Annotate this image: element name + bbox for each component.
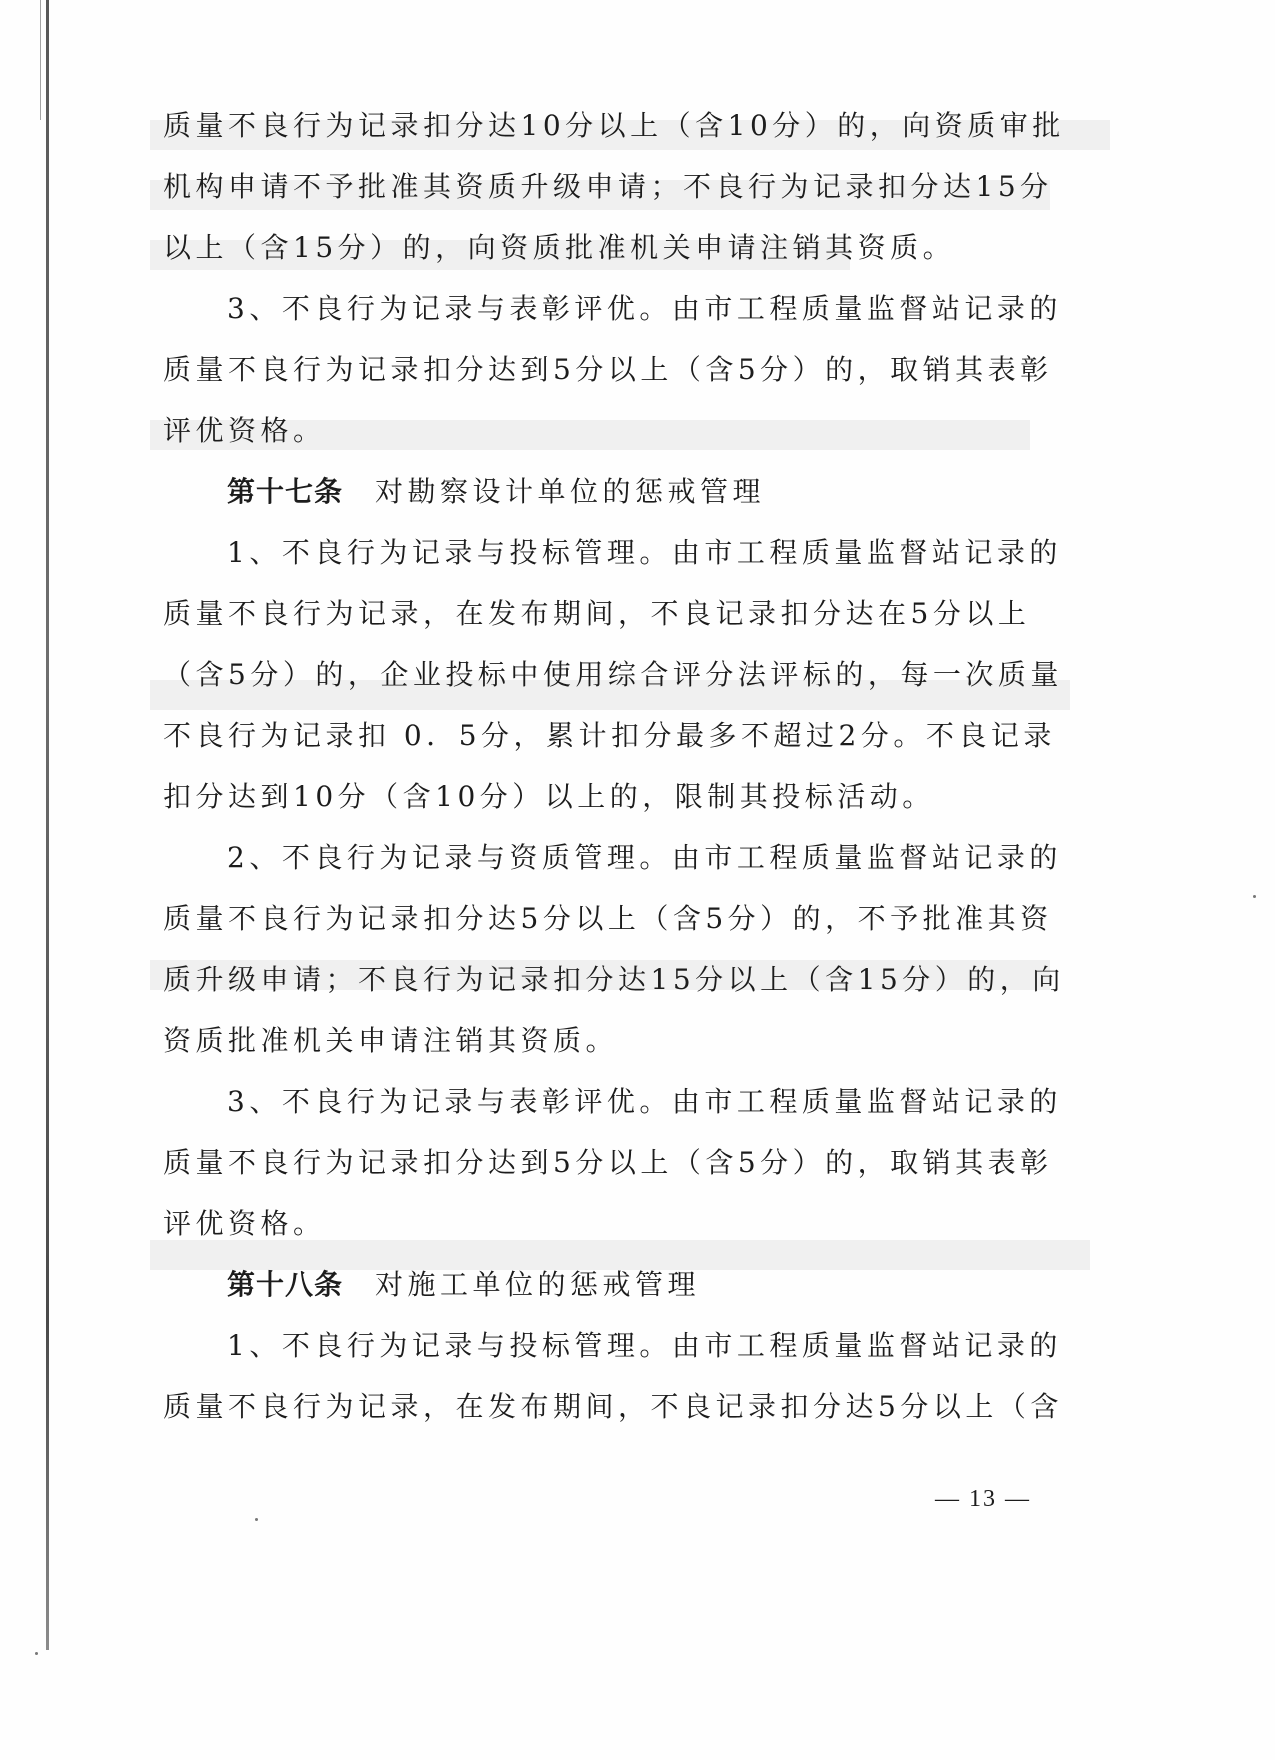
text-line: 质量不良行为记录扣分达到5分以上（含5分）的，取销其表彰	[163, 1146, 1053, 1179]
text-line: 质升级申请；不良行为记录扣分达15分以上（含15分）的，向	[163, 963, 1065, 996]
article-17-heading	[163, 475, 1093, 508]
page-number: — 13 —	[935, 1486, 1031, 1512]
scan-speck	[35, 1652, 38, 1655]
article-17-title: 对勘察设计单位的惩戒管理	[375, 475, 766, 508]
text-line: 以上（含15分）的，向资质批准机关申请注销其资质。	[163, 231, 956, 264]
text-line: 机构申请不予批准其资质升级申请；不良行为记录扣分达15分	[163, 170, 1053, 203]
text-line: 质量不良行为记录，在发布期间，不良记录扣分达在5分以上	[163, 597, 1031, 630]
text-line: 质量不良行为记录，在发布期间，不良记录扣分达5分以上（含	[163, 1390, 1063, 1423]
article-18-heading	[163, 1268, 1093, 1301]
article-18-title: 对施工单位的惩戒管理	[375, 1268, 701, 1301]
text-line: 评优资格。	[163, 1207, 326, 1240]
document-body	[163, 109, 1093, 1423]
binding-edge-line	[46, 0, 49, 1650]
text-line: 1、不良行为记录与投标管理。由市工程质量监督站记录的	[227, 1329, 1062, 1362]
binding-edge-mark	[40, 0, 41, 120]
text-line: 3、不良行为记录与表彰评优。由市工程质量监督站记录的	[227, 1085, 1062, 1118]
scan-speck	[255, 1518, 258, 1521]
text-line: 3、不良行为记录与表彰评优。由市工程质量监督站记录的	[227, 292, 1062, 325]
text-line: 质量不良行为记录扣分达到5分以上（含5分）的，取销其表彰	[163, 353, 1053, 386]
text-line: （含5分）的，企业投标中使用综合评分法评标的，每一次质量	[163, 658, 1063, 691]
text-line: 质量不良行为记录扣分达10分以上（含10分）的，向资质审批	[163, 109, 1065, 142]
text-line: 资质批准机关申请注销其资质。	[163, 1024, 619, 1057]
text-line: 评优资格。	[163, 414, 326, 447]
text-line: 1、不良行为记录与投标管理。由市工程质量监督站记录的	[227, 536, 1062, 569]
article-18-number: 第十八条	[227, 1268, 344, 1301]
text-line: 不良行为记录扣 0．5分，累计扣分最多不超过2分。不良记录	[163, 719, 1056, 752]
article-17-number: 第十七条	[227, 475, 344, 508]
text-line: 2、不良行为记录与资质管理。由市工程质量监督站记录的	[227, 841, 1062, 874]
scan-speck	[1253, 895, 1256, 898]
text-line: 质量不良行为记录扣分达5分以上（含5分）的，不予批准其资	[163, 902, 1053, 935]
text-line: 扣分达到10分（含10分）以上的，限制其投标活动。	[163, 780, 935, 813]
